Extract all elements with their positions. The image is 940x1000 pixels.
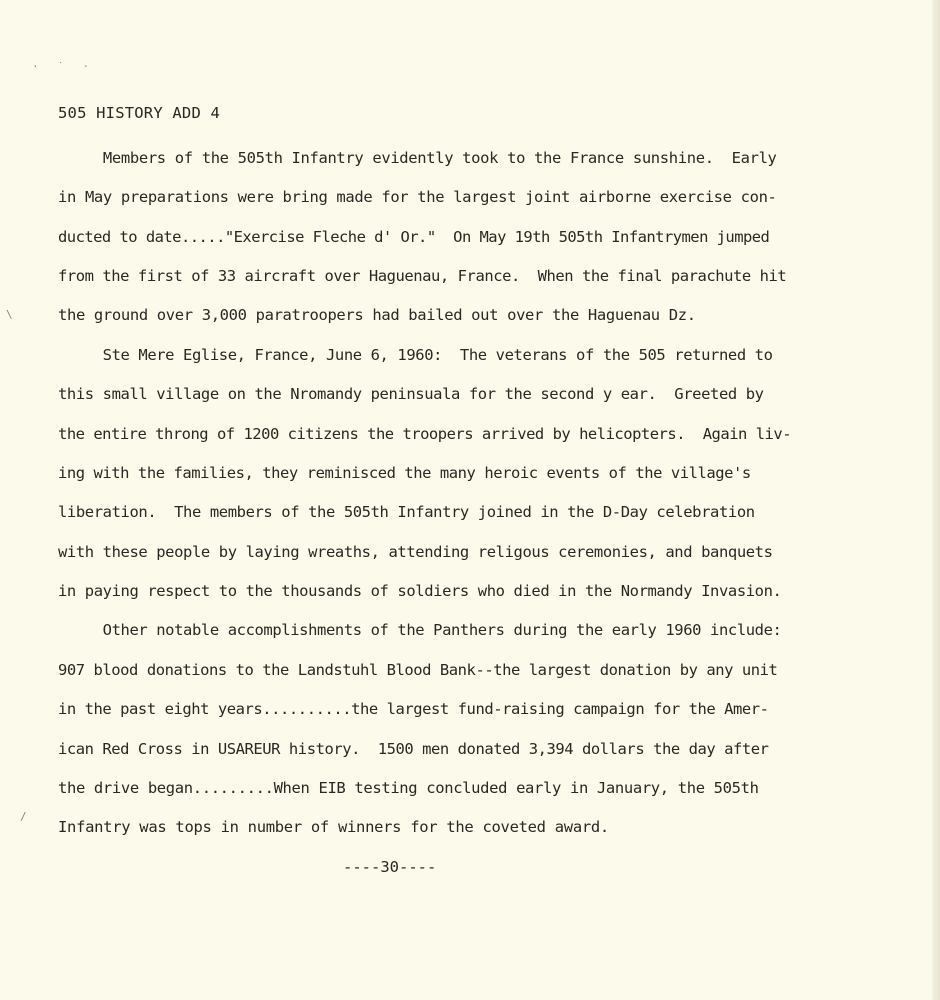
text-line: the ground over 3,000 paratroopers had bailed out over the Haguenau Dz. xyxy=(58,306,696,324)
text-line: the entire throng of 1200 citizens the troopers arrived by helicopters. Again liv- xyxy=(58,425,792,443)
page-number: ----30---- xyxy=(343,858,437,876)
text-line: Infantry was tops in number of winners for the coveted award. xyxy=(58,818,609,836)
text-line: ducted to date....."Exercise Fleche d' Or." On May 19th 505th Infantrymen jumped xyxy=(58,228,770,246)
text-line: 907 blood donations to the Landstuhl Blood Bank--the largest donation by any unit xyxy=(58,661,778,679)
text-line: from the first of 33 aircraft over Haguenau, France. When the final parachute hit xyxy=(58,267,787,285)
page-heading: 505 HISTORY ADD 4 xyxy=(58,104,221,122)
paper-specks: · ˙ · xyxy=(32,60,96,73)
text-line: ing with the families, they reminisced the many heroic events of the village's xyxy=(58,464,751,482)
text-line: Other notable accomplishments of the Panthers during the early 1960 include: xyxy=(58,621,782,639)
text-line: in paying respect to the thousands of soldiers who died in the Normandy Invasion. xyxy=(58,582,782,600)
text-line: this small village on the Nromandy peninsuala for the second y ear. Greeted by xyxy=(58,385,764,403)
text-line: in the past eight years..........the largest fund-raising campaign for the Amer- xyxy=(58,700,769,718)
text-line: Ste Mere Eglise, France, June 6, 1960: The veterans of the 505 returned to xyxy=(58,346,773,364)
text-line: ican Red Cross in USAREUR history. 1500 men donated 3,394 dollars the day after xyxy=(58,740,769,758)
text-line: the drive began.........When EIB testing concluded early in January, the 505th xyxy=(58,779,759,797)
text-line: with these people by laying wreaths, attending religous ceremonies, and banquets xyxy=(58,543,773,561)
margin-mark: \ xyxy=(6,308,13,321)
text-line: liberation. The members of the 505th Infantry joined in the D-Day celebration xyxy=(58,503,755,521)
text-line: in May preparations were bring made for the largest joint airborne exercise con- xyxy=(58,188,777,206)
text-line: Members of the 505th Infantry evidently took to the France sunshine. Early xyxy=(58,149,777,167)
margin-mark: / xyxy=(20,810,27,823)
